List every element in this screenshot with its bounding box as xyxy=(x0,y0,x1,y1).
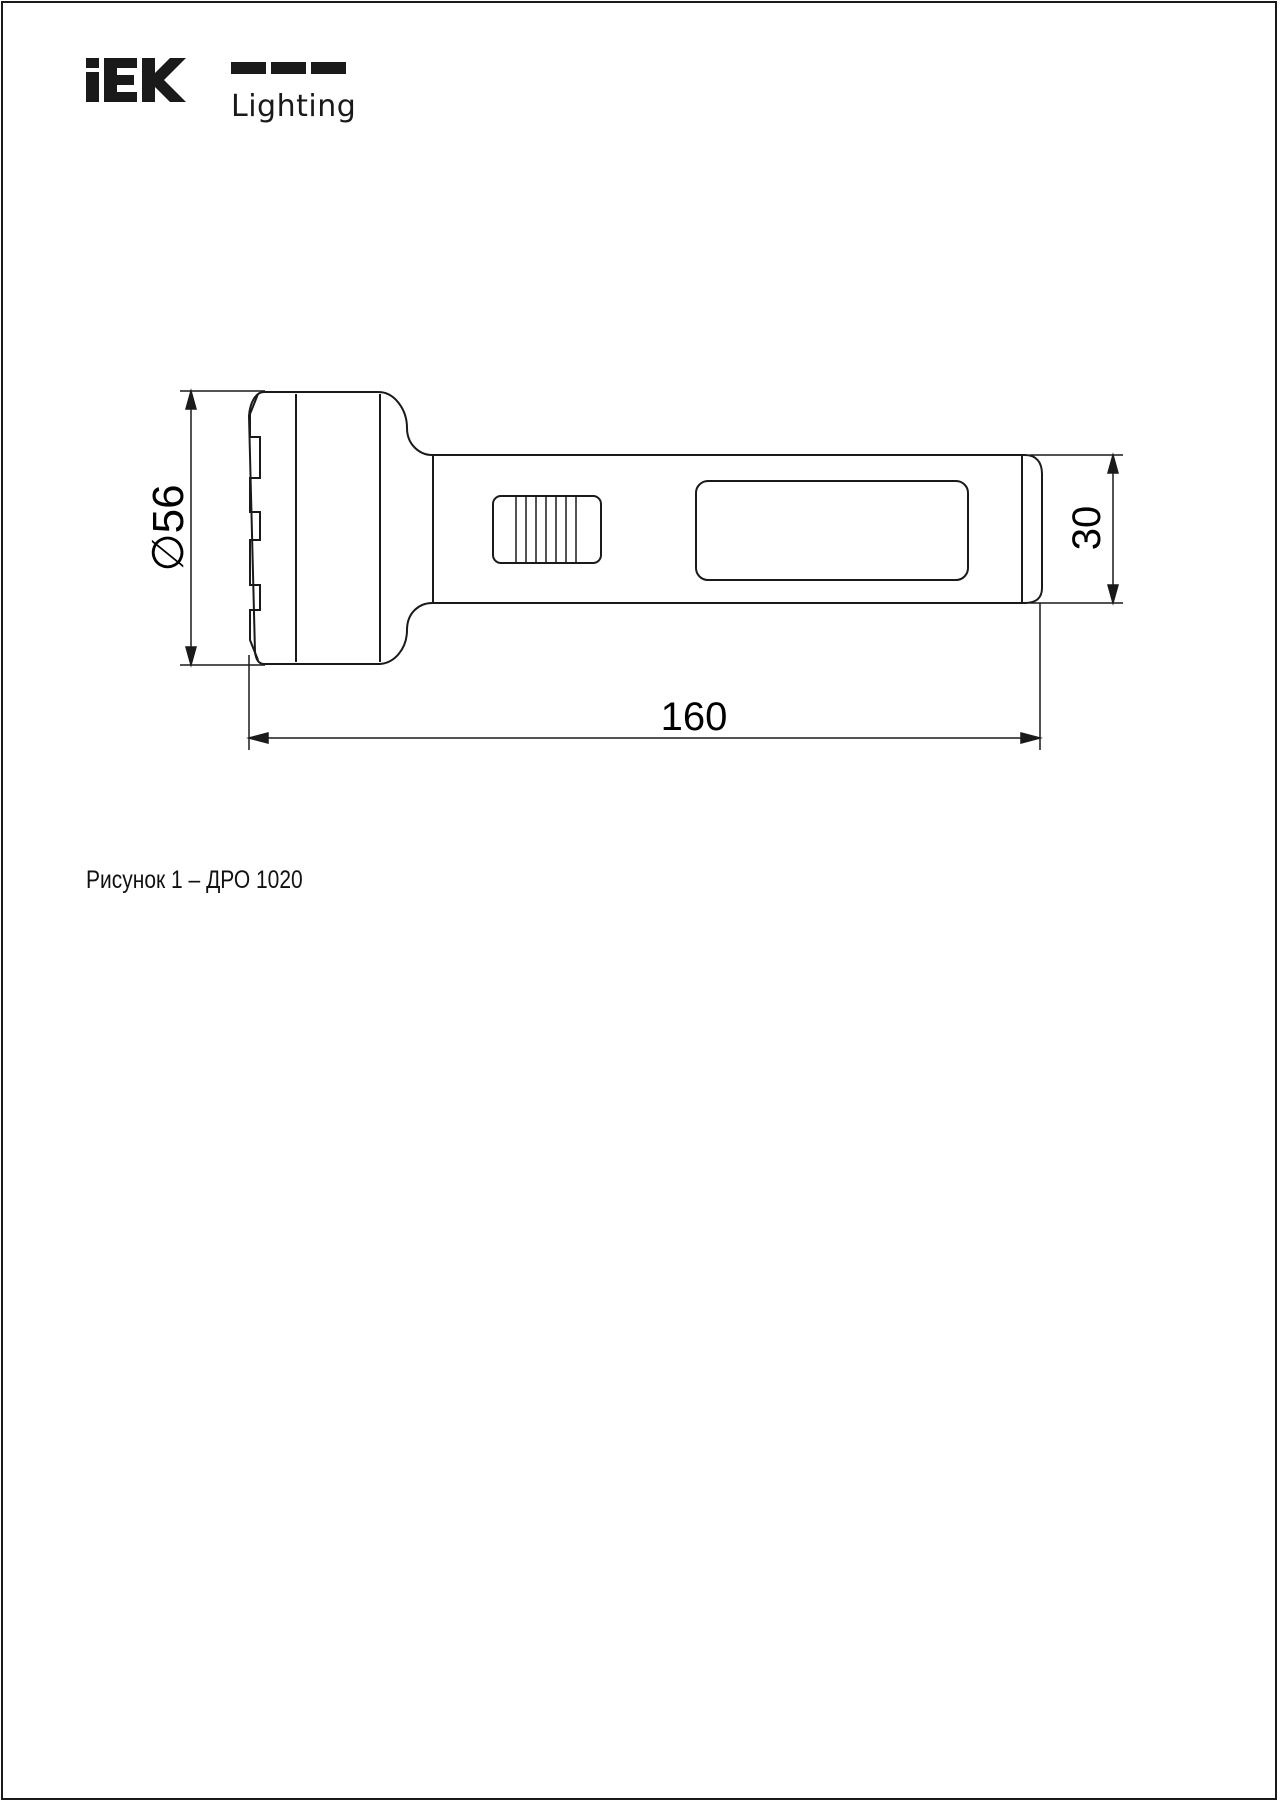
switch xyxy=(493,496,601,563)
flashlight-head xyxy=(249,392,1042,664)
switch-ribs xyxy=(516,497,576,562)
height-label: 30 xyxy=(1065,505,1109,551)
figure-caption: Рисунок 1 – ДРО 1020 xyxy=(86,866,303,894)
logo-subtitle: Lighting xyxy=(231,89,357,124)
length-label: 160 xyxy=(660,695,728,739)
diameter-label: ∅56 xyxy=(144,484,193,572)
flashlight-drawing xyxy=(0,0,1280,800)
handle-window xyxy=(696,481,968,580)
